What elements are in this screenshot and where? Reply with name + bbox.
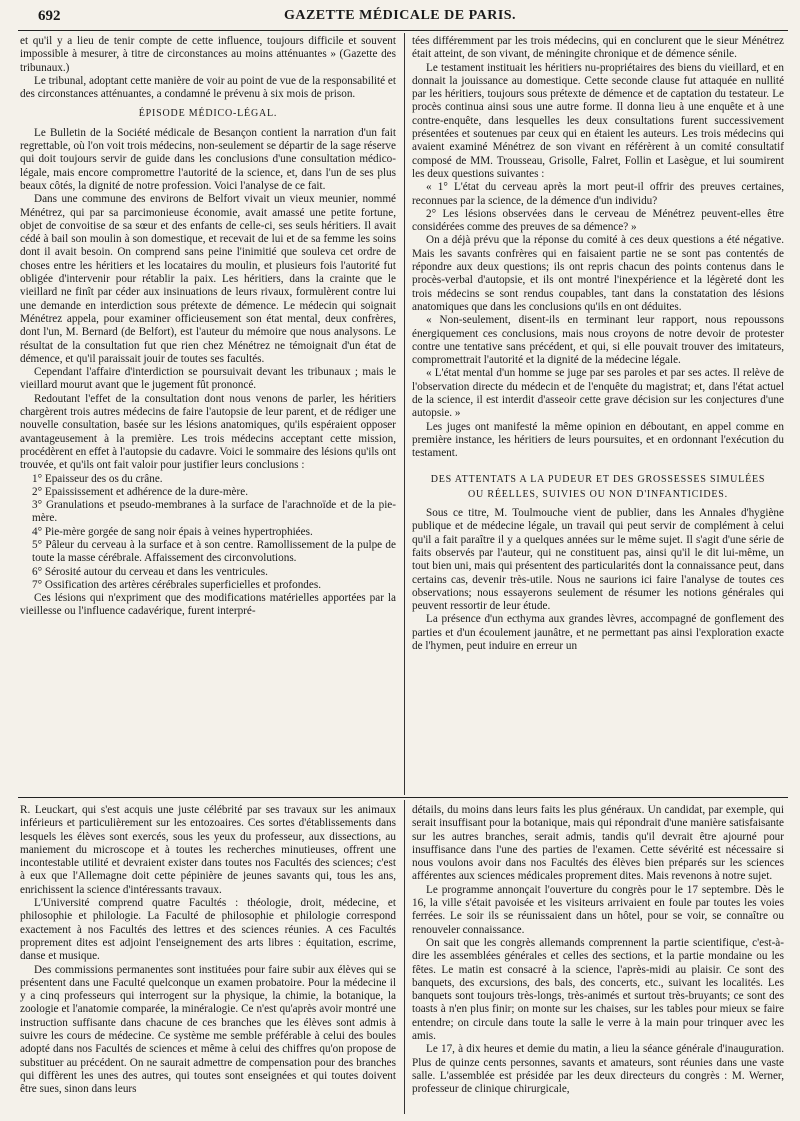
paragraph: Le Bulletin de la Société médicale de Besançon contient la narration d'un fait regrettable, où l'on voit trois médecins, non-seulement se départir de la sage réserve qui doit toujours servir de guide dans les conclusions d'une consultation médico-légale, mais encore compromettre l'autorité de la science, et, dans l'un de ses plus beaux côtés, la dignité de notre profession. Voici l'analyse de ce fait. — [20, 126, 396, 192]
list-item: 4° Pie-mère gorgée de sang noir épais à veines hypertrophiées. — [32, 525, 313, 538]
quote: « 1° L'état du cerveau après la mort peut-il offrir des preuves certaines, reconnues par la science, de la démence d'un individu? — [412, 181, 784, 207]
paragraph: Ces lésions qui n'expriment que des modifications matérielles apportées par la vieillesse ou l'influence cadavérique, furent interpré- — [20, 592, 396, 618]
section-rule — [18, 797, 788, 798]
quote: 2° Les lésions observées dans le cerveau de Ménétrez peuvent-elles être considérées comme des preuves de sa démence? » — [412, 207, 784, 234]
paragraph: On sait que les congrès allemands comprennent la partie scientifique, c'est-à-dire les assemblées générales et celles des sections, et la partie mondaine ou les fêtes. Le matin est consacré à la science, l'après-midi au plaisir. Ce sont des banquets, des excursions, des bals, des concerts, etc., suivant les localités. Les banquets sont toujours très-longs, très-animés et surtout très-bruyants; ce sont des toasts à n'en plus finir; on monte sur les chaises, sur les tables pour mieux se faire entendre; on circule dans toute la salle le verre à la main pour trinquer avec les amis. — [412, 936, 784, 1043]
list-item: 7° Ossification des artères cérébrales superficielles et profondes. — [32, 578, 322, 591]
column-divider — [404, 800, 405, 1114]
paragraph: Le testament instituait les héritiers nu-propriétaires des biens du vieillard, et en donnait la jouissance au domestique. Cette seconde clause fut attaquée en nullité par les héritiers, toujours sous prétexte de démence et de captation du testateur. Le procès continua ainsi sous une autre forme. Il donna lieu à une enquête et à une contre-enquête, dans lesquelles les deux consultations furent successivement présentées et soutenues par ceux qui en étaient les auteurs. Les trois médecins qui avaient examiné Ménétrez de son vivant en référèrent à un comité consultatif composé de MM. Trousseau, Grisolle, Falret, Follin et Lasègue, et lui soumirent les deux questions suivantes : — [412, 61, 784, 180]
list-item: 6° Sérosité autour du cerveau et dans les ventricules. — [32, 565, 268, 578]
section-heading: DES ATTENTATS A LA PUDEUR ET DES GROSSESSES SIMULÉES — [430, 473, 766, 485]
paragraph: détails, du moins dans leurs faits les plus généraux. Un candidat, par exemple, qui serait insuffisant pour la botanique, mais qui répondrait d'une manière satisfaisante sur les autres branches, serait admis, tandis qu'il devrait être ajourné pour insuffisance dans l'une des parties de l'examen. Cette sévérité est nécessaire si nous voulons avoir dans nos Facultés des élèves bien préparés sur les sciences afférentes aux sciences médicales proprement dites. Mais revenons à notre sujet. — [412, 804, 784, 883]
column-bottom-left — [20, 804, 396, 1114]
paragraph: Le tribunal, adoptant cette manière de voir au point de vue de la responsabilité et des circonstances atténuantes, a condamné le prévenu à six mois de prison. — [20, 74, 396, 101]
paragraph: tées différemment par les trois médecins, qui en conclurent que le sieur Ménétrez était atteint, de son vivant, de méningite chronique et de démence sénile. — [412, 35, 784, 61]
paragraph: « Non-seulement, disent-ils en terminant leur rapport, nous repoussons énergiquement ces conclusions, mais nous croyons de notre devoir de protester contre une tentative sans précédent, et qui, si elle pouvait trouver des imitateurs, compromettrait l'autorité et la dignité de la médecine légale. — [412, 314, 784, 367]
column-divider — [404, 33, 405, 795]
paragraph: Le programme annonçait l'ouverture du congrès pour le 17 septembre. Dès le 16, la ville s'était pavoisée et les visiteurs arrivaient en foule par toutes les voies ferrées. Le soir ils se réunissaient dans un hôtel, pour se voir, se connaître ou renouveler connaissance. — [412, 883, 784, 936]
section-heading-line2: OU RÉELLES, SUIVIES OU NON D'INFANTICIDES. — [468, 488, 728, 500]
paragraph: Des commissions permanentes sont instituées pour faire subir aux élèves qui se présentent dans une Faculté quelconque un examen probatoire. Pour la médecine il y a cinq professeurs qui interrogent sur la physique, la chimie, la botanique, la zoologie et l'anatomie comparée, la minéralogie. Ce n'est qu'après avoir montré une instruction suffisante dans chacune de ces branches que les élèves sont admis à suivre les cours de médecine. Ce système me semble préférable à celui des boules adopté dans nos Facultés de sciences et même à celui des chiffres qu'on propose de substituer au précédent. On ne saurait admettre de compensation pour des branches qui diffèrent les unes des autres, qui toutes sont enseignées et qui toutes doivent être sues, sinon dans leurs — [20, 963, 396, 1096]
column-bottom-right — [412, 804, 784, 1114]
paragraph: « L'état mental d'un homme se juge par ses paroles et par ses actes. Il relève de l'observation directe du médecin et de l'enquête du magistrat; et, dans l'état actuel de la science, il est interdit d'asseoir cette grave décision sur les conjectures d'une autopsie. » — [412, 367, 784, 420]
journal-title: GAZETTE MÉDICALE DE PARIS. — [283, 8, 517, 23]
paragraph: Redoutant l'effet de la consultation dont nous venons de parler, les héritiers chargèrent trois autres médecins de faire l'autopsie de leur parent, et de rédiger une nouvelle consultation, basée sur les lésions anatomiques, qu'ils espéraient opposer avantageusement à la première. Les trois médecins acceptant cette mission, procédèrent en effet à l'autopsie du cadavre. Voici le sommaire des lésions qu'ils ont trouvée, et qu'ils ont fait valoir pour justifier leurs conclusions : — [20, 392, 396, 472]
paragraph: Sous ce titre, M. Toulmouche vient de publier, dans les Annales d'hygiène publique et de médecine légale, un travail qui peut servir de complément à celui qu'il a fait paraître il y a quelques années sur le même sujet. Il s'agit d'une série de faits observés par l'auteur, qui ne constituent pas, ainsi qu'il le dit lui-même, un tout bien uni, mais qui présentent des particularités dont la connaissance peut, dans certains cas, devenir très-utile. Nous ne saurions ici faire l'analyse de toutes ces observations; nous essayerons seulement de résumer les notions générales qui peuvent ressortir de leur étude. — [412, 507, 784, 613]
section-heading: ÉPISODE MÉDICO-LÉGAL. — [138, 108, 278, 120]
column-top-right — [412, 35, 784, 793]
page-header — [20, 6, 780, 32]
column-top-left — [20, 35, 396, 793]
list-item: 1° Epaisseur des os du crâne. — [32, 472, 163, 485]
list-item: 3° Granulations et pseudo-membranes à la surface de l'arachnoïde et de la pie-mère. — [32, 499, 396, 525]
paragraph: L'Université comprend quatre Facultés : théologie, droit, médecine, et philosophie et philologie. La Faculté de philosophie et philologie correspond exactement à nos Facultés des lettres et des sciences réunies. A ces Facultés proprement dites est adjoint l'enseignement des arts libres : équitation, escrime, danse et musique. — [20, 897, 396, 963]
list-item: 2° Epaississement et adhérence de la dure-mère. — [32, 485, 249, 498]
paragraph: Le 17, à dix heures et demie du matin, a lieu la séance générale d'inauguration. Plus de quinze cents personnes, savants et amateurs, sont réunies dans une vaste salle. L'assemblée est présidée par les deux directeurs du congrès : M. Werner, professeur de clinique chirurgicale, — [412, 1043, 784, 1096]
paragraph: R. Leuckart, qui s'est acquis une juste célébrité par ses travaux sur les animaux inférieurs et particulièrement sur les entozoaires. Ces sortes d'établissements dans lesquels les élèves sont exercés, sous les yeux du professeur, aux dissections, au maniement du microscope et à toutes les recherches minutieuses, offrent une incontestable utilité et devraient exister dans toutes nos Facultés des sciences; c'est à eux que l'Allemagne doit cette pépinière de jeunes savants qui, tous les ans, enrichissent la science d'intéressants travaux. — [20, 804, 396, 896]
paragraph: Les juges ont manifesté la même opinion en déboutant, en appel comme en première instance, les héritiers de leurs poursuites, et en ordonnant l'exécution du testament. — [412, 420, 784, 460]
page-number: 692 — [38, 8, 61, 24]
paragraph: La présence d'un ecthyma aux grandes lèvres, accompagné de gonflement des parties et d'un écoulement jaunâtre, et ne permettant pas ainsi l'exploration exacte de l'hymen, peut induire en erreur un — [412, 613, 784, 653]
paragraph: On a déjà prévu que la réponse du comité à ces deux questions a été négative. Mais les savants confrères qui en faisaient partie ne se sont pas contentés de répondre aux deux questions; ils ont repris chacun des points contenus dans le procès-verbal d'autopsie, et ils ont montré l'inexpérience et la légèreté dont les trois médecins se sont rendus coupables, tant dans la constatation des lésions anatomiques que dans les conclusions qu'ils en ont déduites. — [412, 234, 784, 313]
paragraph: Cependant l'affaire d'interdiction se poursuivait devant les tribunaux ; mais le vieillard mourut avant que le jugement fût prononcé. — [20, 366, 396, 392]
paragraph: Dans une commune des environs de Belfort vivait un vieux meunier, nommé Ménétrez, qui par sa parcimonieuse économie, avait amassé une petite fortune, objet de convoitise de sa sœur et des enfants de celle-ci, ses seuls héritiers. Il avait cédé à bail son moulin à son domestique, et recevait de lui et de sa femme les soins dont il avait besoin. On comprend sans peine l'inimitié que souleva cet ordre de choses entre les héritiers et les locataires du moulin, et plusieurs fois l'autorité fut obligée d'intervenir pour rétablir la paix. Les héritiers, dans la crainte que le vieillard ne finît par céder aux insinuations de leurs rivaux, formulèrent contre lui une demande en interdiction sous prétexte de démence. Le médecin qui soignait Ménétrez appela, pour examiner officieusement son état mental, deux confrères, dont l'un, M. Bernard (de Belfort), est l'auteur du mémoire que nous analysons. Le résultat de la consultation fut que rien chez Ménétrez ne témoignait d'un état de démence, et qu'il paraissait jouir de toutes ses facultés. — [20, 193, 396, 365]
paragraph: et qu'il y a lieu de tenir compte de cette influence, toujours difficile et souvent impossible à mesurer, à titre de circonstances au moins atténuantes » (Gazette des tribunaux.) — [20, 35, 396, 74]
list-item: 5° Pâleur du cerveau à la surface et à son centre. Ramollissement de la pulpe de toute la masse cérébrale. Affaissement des circonvolutions. — [32, 538, 396, 565]
header-rule — [18, 30, 788, 31]
